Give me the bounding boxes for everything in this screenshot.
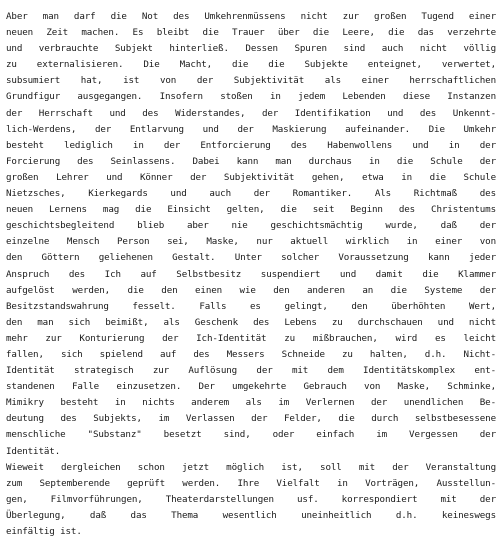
body-text [6,9,496,540]
text-line-29: Wieweit dergleichen schon jetzt möglich ist, soll mit der Veranstaltung [6,461,496,473]
text-line-24: standenen Falle einzusetzen. Der umgekehrte Gebrauch von Maske, Schminke, [6,381,496,393]
text-line-6: Grundfigur ausgegangen. Insofern stoßen in jedem Lebenden diese Instanzen [6,91,496,103]
text-line-8: lich-Werdens, der Entlarvung und der Maskierung aufeinander. Die Umkehr [6,123,496,135]
text-line-15: einzelne Mensch Person sei, Maske, nur aktuell wirklich in einer von [6,236,496,248]
text-line-9: besteht lediglich in der Entforcierung des Habenwollens und in der [6,139,496,151]
text-line-16: den Göttern geliehenen Gestalt. Unter solcher Voraussetzung kann jeder [6,252,496,264]
text-line-32: Überlegung, daß das Thema wesentlich uneinheitlich d.h. keineswegs [6,509,496,521]
text-line-11: großen Lehrer und Könner der Subjektivität gehen, etwa in die Schule [6,171,496,183]
text-line-12: Nietzsches, Kierkegards und auch der Romantiker. Als Richtmaß des [6,188,496,200]
text-line-18: aufgelöst werden, die den einen wie den anderen an die Systeme der [6,284,496,296]
text-line-19: Besitzstandswahrung fesselt. Falls es gelingt, den überhöhten Wert, [6,300,496,312]
text-line-3: und verbrauchte Subjekt hinterließ. Dessen Spuren sind auch nicht völlig [6,43,496,55]
text-line-31: gen, Filmvorführungen, Theaterdarstellungen usf. korrespondiert mit der [6,493,496,505]
text-line-23: Identität strategisch zur Auflösung der mit dem Identitätskomplex ent- [6,365,496,377]
text-line-13: neuen Lernens mag die Einsicht gelten, die seit Beginn des Christentums [6,204,496,216]
text-line-21: mehr zur Konturierung der Ich-Identität zu mißbrauchen, wird es leicht [6,332,496,344]
text-line-33: einfältig ist. [6,526,82,537]
text-line-2: neuen Zeit machen. Es bleibt die Trauer über die Leere, die das verzehrte [6,27,496,39]
text-line-5: subsumiert hat, ist von der Subjektivität als einer herrschaftlichen [6,75,496,87]
text-line-30: zum Septemberende geprüft werden. Ihre Vielfalt in Vorträgen, Ausstellun- [6,477,496,489]
text-line-7: der Herrschaft und des Widerstandes, der Identifikation und des Unkennt- [6,107,496,119]
text-line-22: fallen, sich spielend auf des Messers Schneide zu halten, d.h. Nicht- [6,348,496,360]
text-line-25: Mimikry besteht in nichts anderem als im Verlernen der unendlichen Be- [6,397,496,409]
text-line-14: geschichtsbegleitend blieb aber nie geschichtsmächtig wurde, daß der [6,220,496,232]
text-line-1: Aber man darf die Not des Umkehrenmüssens nicht zur großen Tugend einer [6,11,496,22]
text-line-26: deutung des Subjekts, im Verlassen der Felder, die durch selbstbesessene [6,413,496,425]
text-line-27: menschliche "Substanz" besetzt sind, oder einfach im Vergessen der [6,429,496,441]
text-line-4: zu externalisieren. Die Macht, die die Subjekte enteignet, verwertet, [6,59,496,71]
text-line-28: Identität. [6,445,61,457]
text-line-10: Forcierung des Seinlassens. Dabei kann man durchaus in die Schule der [6,155,496,167]
text-line-17: Anspruch des Ich auf Selbstbesitz suspendiert und damit die Klammer [6,268,496,280]
text-line-20: den man sich beimißt, als Geschenk des Lebens zu durchschauen und nicht [6,316,496,328]
